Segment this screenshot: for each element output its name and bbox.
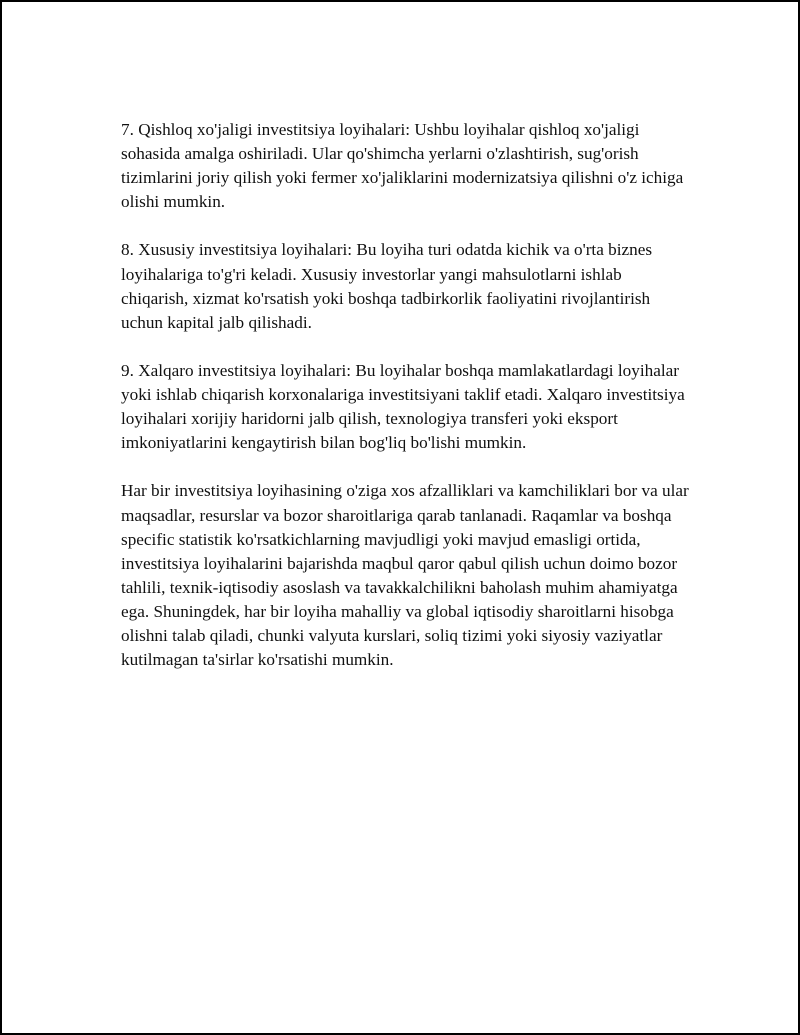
paragraph-conclusion: Har bir investitsiya loyihasining o'ziga xos afzalliklari va kamchiliklari bor va ular maqsadlar, resurslar va bozor sharoitlariga qarab tanlanadi. Raqamlar va boshqa specific statistik ko'rsatkichlarning mavjudligi yoki mavjud emasligi ortida, investitsiya loyihalarini bajarishda maqbul qaror qabul qilish uchun doimo bozor tahlili, texnik-iqtisodiy asoslash va tavakkalchilikni baholash muhim ahamiyatga ega. Shuningdek, har bir loyiha mahalliy va global iqtisodiy sharoitlarni hisobga olishni talab qiladi, chunki valyuta kurslari, soliq tizimi yoki siyosiy vaziyatlar kutilmagan ta'sirlar ko'rsatishi mumkin. bbox=[121, 481, 689, 670]
paragraph-agricultural-projects: 7. Qishloq xo'jaligi investitsiya loyihalari: Ushbu loyihalar qishloq xo'jaligi sohasida amalga oshiriladi. Ular qo'shimcha yerlarni o'zlashtirish, sug'orish tizimlarini joriy qilish yoki fermer xo'jaliklarini modernizatsiya qilishni o'z ichiga olishi mumkin. bbox=[121, 120, 684, 212]
paragraph-international-projects: 9. Xalqaro investitsiya loyihalari: Bu loyihalar boshqa mamlakatlardagi loyihalar yoki ishlab chiqarish korxonalariga investitsiyani taklif etadi. Xalqaro investitsiya loyihalari xorijiy haridorni jalb qilish, texnologiya transferi yoki eksport imkoniyatlarini kengaytirish bilan bog'liq bo'lishi mumkin. bbox=[121, 360, 685, 453]
paragraph-private-projects: 8. Xususiy investitsiya loyihalari: Bu loyiha turi odatda kichik va o'rta biznes loyihalariga to'g'ri keladi. Xususiy investorlar yangi mahsulotlarni ishlab chiqarish, xizmat ko'rsatish yoki boshqa tadbirkorlik faoliyatini rivojlantirish uchun kapital jalb qilishadi. bbox=[121, 240, 653, 332]
document-body bbox=[121, 118, 691, 696]
